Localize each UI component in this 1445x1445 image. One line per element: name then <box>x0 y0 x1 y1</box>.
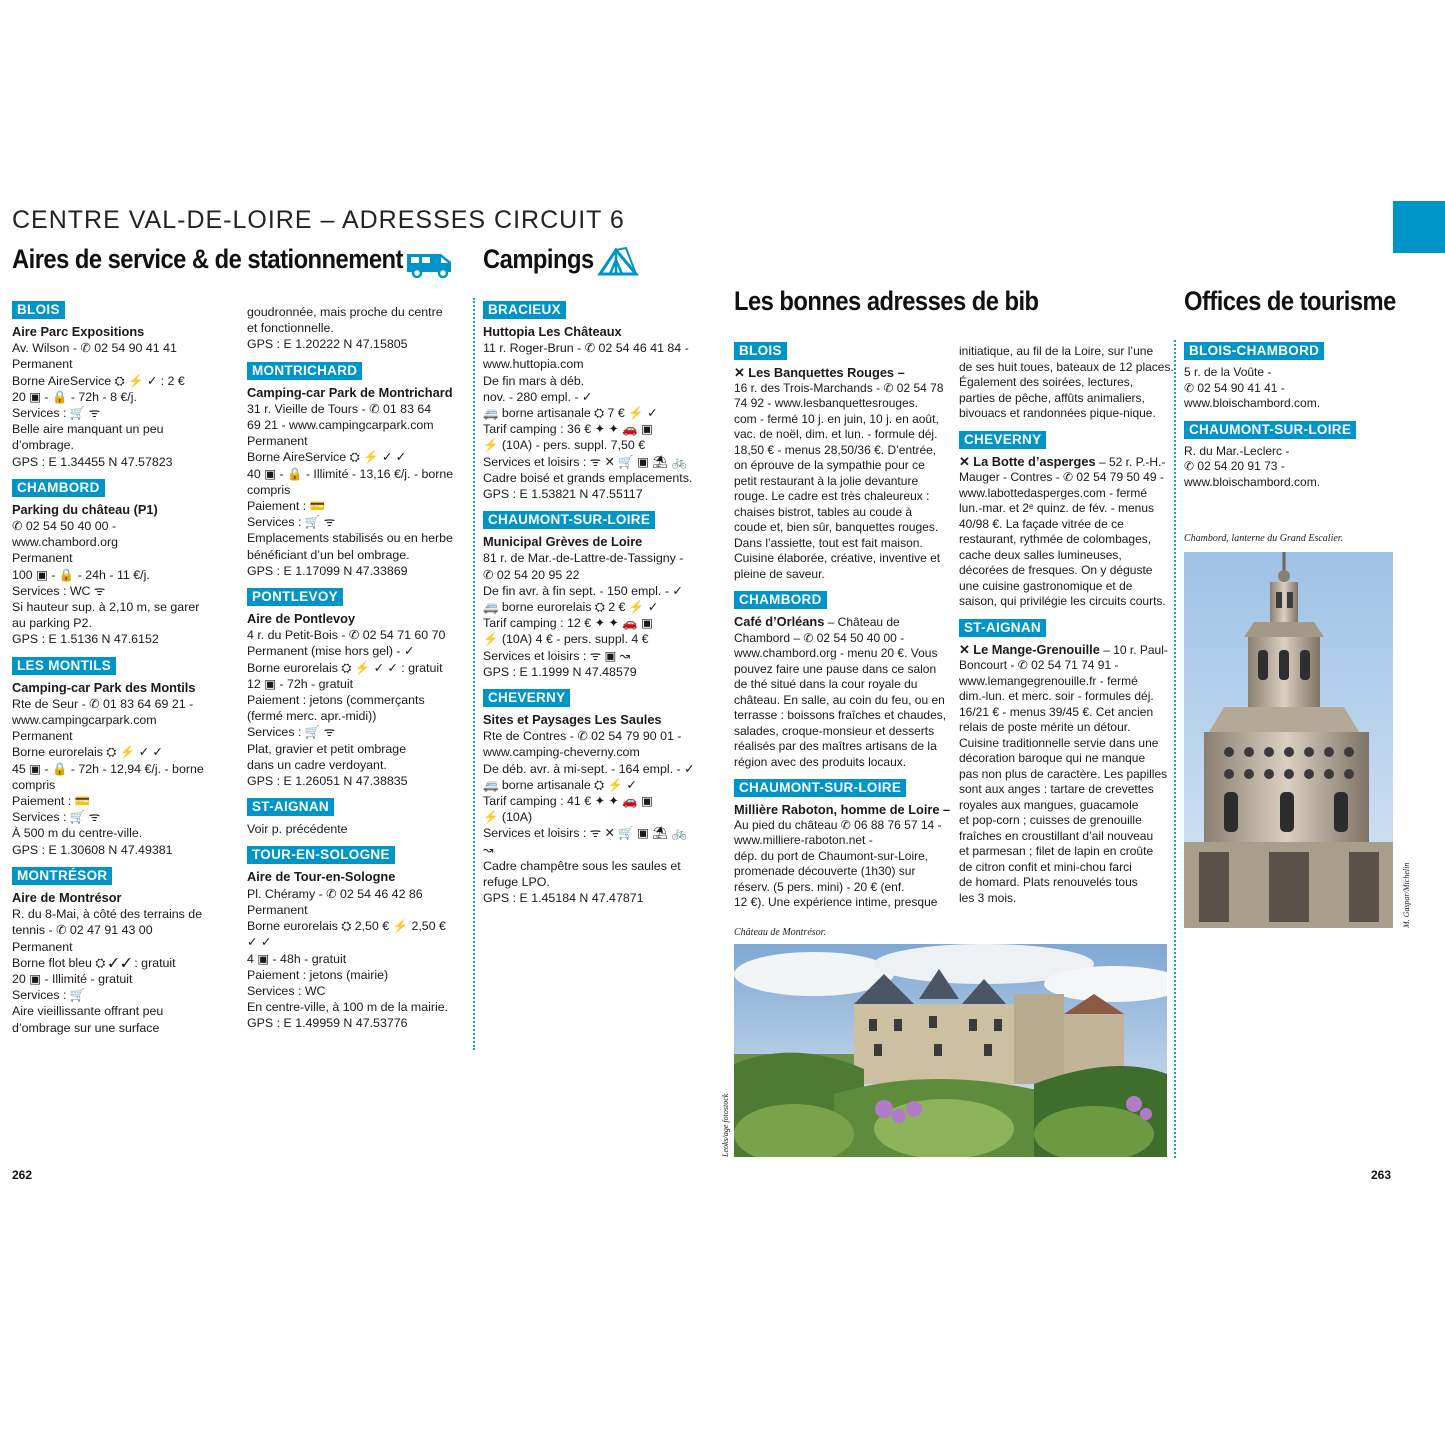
listing-line: Mauger - Contres - ✆ 02 54 79 50 49 - <box>959 470 1164 484</box>
listing-line: parties de pêche, affûts animaliers, <box>959 390 1145 405</box>
listing-line: www.campingcarpark.com <box>12 713 157 728</box>
listing-line: 5 r. de la Voûte - <box>1184 365 1272 379</box>
listing-line: GPS : E 1.17099 N 47.33869 <box>247 563 408 578</box>
listing-line: Permanent <box>12 729 73 744</box>
listing-name: Camping-car Park de Montrichard <box>247 384 453 400</box>
listing-line: d’ombrage. <box>12 438 74 453</box>
listing-line: De fin avr. à fin sept. - 150 empl. - ✓ <box>483 583 683 598</box>
listing-line: 18,50 € - menus 28,50/36 €. D’entrée, <box>734 442 937 457</box>
listing-line: 🚐 borne artisanale ⛭ 7 € ⚡ ✓ <box>483 406 658 421</box>
listing-line: 20 ▣ - Illimité - gratuit <box>12 971 133 986</box>
listing-line: Plat, gravier et petit ombrage <box>247 741 407 756</box>
listing-line: Permanent <box>247 434 308 449</box>
listing-line: www.bloischambord.com. <box>1184 474 1321 489</box>
listing-name: Municipal Grèves de Loire <box>483 534 643 550</box>
listing-entry <box>483 534 703 680</box>
listing-name: Aire de Pontlevoy <box>247 611 356 627</box>
running-head: CENTRE VAL-DE-LOIRE – ADRESSES CIRCUIT 6 <box>12 206 625 234</box>
listing-line: GPS : E 1.45184 N 47.47871 <box>483 891 644 906</box>
listing-line: goudronnée, mais proche du centre <box>247 305 443 319</box>
listing-line: 12 €). Une expérience intime, presque <box>734 895 938 909</box>
listing-line: Dans l’assiette, tout est fait maison. <box>734 535 923 550</box>
listing-entry <box>734 802 951 911</box>
listing-line: 69 21 - www.campingcarpark.com <box>247 418 434 433</box>
listing-line: initiatique, au fil de la Loire, sur l’une <box>959 344 1154 358</box>
listing-line: R. du 8-Mai, à côté des terrains de <box>12 907 203 922</box>
listing-line: nov. - 280 empl. - ✓ <box>483 389 593 404</box>
offices-column <box>1184 340 1384 497</box>
bib-column-2 <box>959 344 1174 913</box>
listing-line: ⚡ (10A) 4 € - pers. suppl. 4 € <box>483 632 649 647</box>
column-rule <box>1174 340 1176 1158</box>
listing-line: fraîches en croustillant d’ail nouveau <box>959 828 1154 843</box>
listing-name: Millière Raboton, homme de Loire – <box>734 802 951 817</box>
listing-line: région avec des produits locaux. <box>734 754 907 769</box>
city-badge: PONTLEVOY <box>247 588 343 606</box>
city-badge: ST-AIGNAN <box>247 798 334 816</box>
listing-line: Paiement : 💳 <box>12 794 91 809</box>
aires-title: Aires de service & de stationnement <box>12 244 403 274</box>
listing-name: ✕ Les Banquettes Rouges – <box>734 365 905 380</box>
photo-caption: Château de Montrésor. <box>734 927 826 938</box>
listing-line: chaises bistrot, tables au coude à <box>734 504 913 519</box>
listing-entry <box>959 642 1171 907</box>
listing-line: saison, qui privilégie les circuits courts. <box>959 594 1166 608</box>
listing-line: terrasse : boissons fraîches et chaudes, <box>734 708 947 722</box>
listing-line: Borne eurorelais ⛭ 2,50 € ⚡ 2,50 € <box>247 919 446 934</box>
listing-line: décoration baroque qui ne manque <box>959 751 1146 765</box>
listing-entry <box>247 869 469 1031</box>
listing-line: Cadre champêtre sous les saules et <box>483 858 681 873</box>
listing-line: Permanent <box>12 551 73 566</box>
city-badge: CHAUMONT-SUR-LOIRE <box>734 779 906 797</box>
listing-line: www.bloischambord.com. <box>1184 396 1321 410</box>
listing-line: Cuisine traditionnelle servie dans une <box>959 735 1159 750</box>
city-badge: CHAMBORD <box>734 591 827 609</box>
listing-line: GPS : E 1.30608 N 47.49381 <box>12 842 173 857</box>
listing-line: ↝ <box>483 842 494 857</box>
listing-name: ✕ Le Mange-Grenouille <box>959 641 1100 657</box>
city-badge: BRACIEUX <box>483 301 566 319</box>
listing-line: Services : WC ᯤ <box>12 583 106 598</box>
listing-name: Café d’Orléans <box>734 614 825 629</box>
photo-caption: Chambord, lanterne du Grand Escalier. <box>1184 533 1344 544</box>
city-badge: BLOIS <box>734 342 787 360</box>
listing-line: sont aux anges : tartare de crevettes <box>959 782 1154 796</box>
listing-line: En centre-ville, à 100 m de la mairie. <box>247 1000 449 1015</box>
listing-line: ✆ 02 54 50 40 00 - <box>12 519 117 534</box>
listing-line: relais de poste mérite un détour. <box>959 720 1131 734</box>
tent-icon <box>596 246 640 278</box>
listing-name: Aire de Tour-en-Sologne <box>247 869 396 885</box>
aires-column-2 <box>247 304 469 1039</box>
offices-title: Offices de tourisme <box>1184 286 1396 316</box>
listing-line: Tarif camping : 12 € ✦ ✦ 🚗 ▣ <box>483 616 653 631</box>
listing-line: 16/21 € - menus 39/45 €. Cet ancien <box>959 704 1154 719</box>
listing-line: 81 r. de Mar.-de-Lattre-de-Tassigny - <box>483 551 684 566</box>
listing-line: rouge. Le cadre est très chaleureux : <box>734 489 930 503</box>
listing-line: ✓ ✓ <box>247 935 272 950</box>
listing-line: Services : 🛒 ᯤ <box>247 725 336 740</box>
camper-van-icon <box>405 248 455 278</box>
listing-line: GPS : E 1.1999 N 47.48579 <box>483 664 637 679</box>
listing-line: Pl. Chéramy - ✆ 02 54 46 42 86 <box>247 886 423 901</box>
listing-entry <box>12 502 234 648</box>
listing-line: Cadre boisé et grands emplacements. <box>483 470 693 485</box>
listing-line: www.huttopia.com <box>483 357 584 372</box>
listing-line: Paiement : jetons (commerçants <box>247 693 425 708</box>
listing-line: et pop-corn ; cuisses de grenouille <box>959 813 1142 827</box>
listing-line: – 52 r. P.-H.- <box>1098 454 1166 469</box>
listing-line: 16 r. des Trois-Marchands - ✆ 02 54 78 <box>734 380 944 395</box>
listing-line: 45 ▣ - 🔒 - 72h - 12,94 €/j. - borne <box>12 761 204 776</box>
column-rule <box>473 298 475 1050</box>
listing-line: Borne eurorelais ⛭ ⚡ ✓ ✓ <box>12 745 163 760</box>
listing-line: www.milliere-raboton.net - <box>734 833 873 847</box>
listing-line: Cuisine élaborée, créative, inventive et <box>734 551 941 565</box>
listing-line: GPS : E 1.34455 N 47.57823 <box>12 454 173 469</box>
listing-line: dim.-lun. et merc. soir - formules déj. <box>959 689 1154 703</box>
listing-line: De fin mars à déb. <box>483 373 585 388</box>
listing-line: coude et, bien sûr, banquettes rouges. <box>734 520 939 534</box>
city-badge: ST-AIGNAN <box>959 619 1046 637</box>
listing-entry <box>734 365 946 582</box>
listing-line: château. En salle, au coin du feu, ou en <box>734 692 945 707</box>
chambord-lantern-photo <box>1184 552 1393 928</box>
listing-line: ⚡ (10A) <box>483 810 533 825</box>
listing-line: 11 r. Roger-Brun - ✆ 02 54 46 41 84 - <box>483 341 689 356</box>
listing-line: on éprouve de la sympathie pour ce <box>734 458 925 472</box>
listing-line: de citron confit et mini-chou farci <box>959 859 1132 874</box>
listing-line: pas non plus de caractère. Les papilles <box>959 766 1168 781</box>
listing-entry <box>1184 365 1384 412</box>
listing-line: GPS : E 1.53821 N 47.55117 <box>483 487 643 502</box>
listing-line: dans un cadre verdoyant. <box>247 757 387 772</box>
listing-line: – 10 r. Paul- <box>1103 642 1168 657</box>
listing-line: Services : WC <box>247 983 326 998</box>
listing-line: R. du Mar.-Leclerc - <box>1184 443 1290 458</box>
city-badge: BLOIS-CHAMBORD <box>1184 342 1324 360</box>
listing-line: Av. Wilson - ✆ 02 54 90 41 41 <box>12 341 177 356</box>
listing-line: Permanent <box>12 939 73 954</box>
listing-entry <box>483 324 703 502</box>
listing-line: GPS : E 1.49959 N 47.53776 <box>247 1016 408 1031</box>
listing-line: À 500 m du centre-ville. <box>12 826 143 841</box>
listing-line: Si hauteur sup. à 2,10 m, se garer <box>12 600 200 615</box>
listing-line: de thé situé dans la cour royale du <box>734 677 918 691</box>
listing-line: 74 92 - www.lesbanquettesrouges. <box>734 396 919 410</box>
listing-line: Aire vieillissante offrant peu <box>12 1004 164 1019</box>
listing-line: refuge LPO. <box>483 875 550 890</box>
listing-line: dép. du port de Chaumont-sur-Loire, <box>734 848 929 863</box>
listing-line: Emplacements stabilisés ou en herbe <box>247 531 453 546</box>
listing-line: Borne AireService ⛭ ⚡ ✓ ✓ <box>247 450 407 465</box>
listing-line: salades, croque-monsieur et desserts <box>734 723 935 738</box>
listing-line: réalisés par des maîtres artisans de la <box>734 739 937 753</box>
listing-line: 🚐 borne eurorelais ⛭ 2 € ⚡ ✓ <box>483 600 659 615</box>
bib-column-1 <box>734 340 951 918</box>
listing-line: au parking P2. <box>12 616 92 631</box>
listing-line: Rte de Seur - ✆ 01 83 64 69 21 - <box>12 696 194 711</box>
listing-line: Rte de Contres - ✆ 02 54 79 90 01 - <box>483 729 682 744</box>
listing-line: De déb. avr. à mi-sept. - 164 empl. - ✓ <box>483 761 695 776</box>
listing-line: restaurant, rythmée de colombages, <box>959 532 1152 546</box>
chapter-tab-marker <box>1393 201 1445 253</box>
listing-line: et parmesan ; filet de lapin en croûte <box>959 844 1154 858</box>
listing-line: GPS : E 1.26051 N 47.38835 <box>247 774 408 789</box>
listing-line: Tarif camping : 41 € ✦ ✦ 🚗 ▣ <box>483 794 653 809</box>
listing-line: ✆ 02 54 20 91 73 - <box>1184 459 1285 473</box>
listing-name: ✕ La Botte d’asperges <box>959 453 1096 469</box>
listing-line: cache deux salles lumineuses, <box>959 547 1122 562</box>
listing-entry <box>247 304 469 353</box>
listing-line: Permanent <box>247 902 308 917</box>
listing-line: d’ombrage sur une surface <box>12 1020 160 1035</box>
listing-line: une cuisine gastronomique et de <box>959 578 1133 593</box>
listing-line: – Château de <box>827 615 900 629</box>
listing-line: Belle aire manquant un peu <box>12 422 164 437</box>
listing-line: Services et loisirs : ᯤ ✕ 🛒 ▣ ⛱ 🚲 <box>483 826 687 841</box>
listing-line: Borne flot bleu ⛭ ✓ ✓ : gratuit <box>12 955 176 970</box>
listing-line: 20 ▣ - 🔒 - 72h - 8 €/j. <box>12 389 137 404</box>
listing-line: Paiement : 💳 <box>247 499 326 514</box>
listing-name: Huttopia Les Châteaux <box>483 324 622 339</box>
listing-name: Aire Parc Expositions <box>12 324 145 339</box>
listing-entry <box>1184 444 1384 491</box>
listing-entry <box>734 614 946 770</box>
listing-line: bénéficiant d’un bel ombrage. <box>247 547 410 562</box>
campings-column <box>483 299 703 914</box>
listing-entry <box>247 821 469 837</box>
listing-line: 40 ▣ - 🔒 - Illimité - 13,16 €/j. - borne <box>247 466 454 481</box>
listing-line: Borne AireService ⛭ ⚡ ✓ : 2 € <box>12 373 185 388</box>
listing-line: les 3 mois. <box>959 890 1017 905</box>
listing-name: Aire de Montrésor <box>12 889 122 905</box>
city-badge: TOUR-EN-SOLOGNE <box>247 846 395 864</box>
listing-line: Également des soirées, lectures, <box>959 375 1134 389</box>
listing-line: vac. de noël, dim. et lun. - formule déj. <box>734 427 938 441</box>
listing-line: tennis - ✆ 02 47 91 43 00 <box>12 923 153 938</box>
city-badge: CHAMBORD <box>12 479 105 497</box>
listing-line: www.chambord.org - menu 20 €. Vous <box>734 646 938 660</box>
listing-line: www.chambord.org <box>12 535 119 550</box>
city-badge: LES MONTILS <box>12 657 116 675</box>
city-badge: CHEVERNY <box>483 689 570 707</box>
city-badge: BLOIS <box>12 301 65 319</box>
listing-entry <box>12 890 234 1036</box>
listing-line: ⚡ (10A) - pers. suppl. 7,50 € <box>483 438 646 453</box>
listing-line: Permanent <box>12 357 73 372</box>
aires-column-1 <box>12 299 234 1043</box>
listing-line: Tarif camping : 36 € ✦ ✦ 🚗 ▣ <box>483 422 653 437</box>
listing-line: 4 ▣ - 48h - gratuit <box>247 951 347 966</box>
listing-line: Voir p. précédente <box>247 822 348 837</box>
listing-line: www.lemangegrenouille.fr - fermé <box>959 673 1138 688</box>
listing-entry <box>247 611 469 789</box>
listing-line: petit restaurant à la jolie devanture <box>734 473 919 488</box>
listing-line: compris <box>12 777 56 792</box>
city-badge: CHAUMONT-SUR-LOIRE <box>1184 421 1356 439</box>
page-number-right: 263 <box>1371 1168 1392 1182</box>
listing-line: bivouacs et randonnées pique-nique. <box>959 406 1156 420</box>
listing-line: GPS : E 1.20222 N 47.15805 <box>247 337 408 352</box>
listing-entry <box>959 344 1174 422</box>
listing-line: Services : 🛒 ᯤ <box>12 810 101 825</box>
listing-line: www.labottedasperges.com - fermé <box>959 485 1148 500</box>
listing-line: (fermé merc. apr.-midi)) <box>247 709 377 724</box>
listing-line: promenade découverte (1h30) sur <box>734 864 916 878</box>
listing-line: Chambord – ✆ 02 54 50 40 00 - <box>734 630 905 645</box>
listing-line: 12 ▣ - 72h - gratuit <box>247 676 354 691</box>
listing-line: 31 r. Vieille de Tours - ✆ 01 83 64 <box>247 401 432 416</box>
city-badge: CHEVERNY <box>959 431 1046 449</box>
campings-title: Campings <box>483 244 594 274</box>
listing-line: Permanent (mise hors gel) - ✓ <box>247 644 415 659</box>
listing-line: Borne eurorelais ⛭ ⚡ ✓ ✓ : gratuit <box>247 660 443 675</box>
city-badge: MONTRÉSOR <box>12 867 112 885</box>
listing-line: décorées de fresques. On y déguste <box>959 563 1153 577</box>
city-badge: MONTRICHARD <box>247 362 362 380</box>
listing-line: Services : 🛒 ᯤ <box>12 406 101 421</box>
listing-entry <box>247 385 469 579</box>
listing-line: GPS : E 1.5136 N 47.6152 <box>12 632 159 647</box>
listing-line: ✆ 02 54 20 95 22 <box>483 567 580 582</box>
listing-name: Sites et Paysages Les Saules <box>483 712 662 728</box>
listing-entry <box>483 712 703 906</box>
listing-entry <box>12 680 234 858</box>
listing-line: www.camping-cheverny.com <box>483 745 640 760</box>
listing-name: Parking du château (P1) <box>12 501 158 517</box>
listing-line: Au pied du château ✆ 06 88 76 57 14 - <box>734 817 942 832</box>
photo-credit: M. Gaspar/Michelin <box>1402 862 1411 928</box>
listing-line: Services et loisirs : ᯤ ▣ ↝ <box>483 648 631 663</box>
listing-line: compris <box>247 482 291 497</box>
city-badge: CHAUMONT-SUR-LOIRE <box>483 511 655 529</box>
listing-line: pouvez faire une pause dans ce salon <box>734 661 937 676</box>
listing-line: de homard. Plats renouvelés tous <box>959 875 1138 889</box>
listing-line: et fonctionnelle. <box>247 321 334 336</box>
listing-line: 🚐 borne artisanale ⛭ ⚡ ✓ <box>483 777 637 792</box>
listing-line: 100 ▣ - 🔒 - 24h - 11 €/j. <box>12 567 150 582</box>
listing-name: Camping-car Park des Montils <box>12 679 196 695</box>
listing-line: réserv. (5 pers. mini) - 20 € (enf. <box>734 879 905 894</box>
listing-line: de ses huit toues, bateaux de 12 places. <box>959 359 1174 374</box>
listing-line: 40/98 €. La façade vitrée de ce <box>959 516 1124 531</box>
listing-line: 4 r. du Petit-Bois - ✆ 02 54 71 60 70 <box>247 628 446 643</box>
bib-title: Les bonnes adresses de bib <box>734 286 1039 316</box>
listing-line: Services et loisirs : ᯤ ✕ 🛒 ▣ ⛱ 🚲 <box>483 454 687 469</box>
listing-line: royales aux mangues, guacamole <box>959 797 1139 812</box>
listing-line: pleine de saveur. <box>734 566 825 581</box>
listing-line: Boncourt - ✆ 02 54 71 74 91 - <box>959 658 1119 672</box>
listing-line: Services : 🛒 <box>12 988 86 1003</box>
listing-line: Services : 🛒 ᯤ <box>247 515 336 530</box>
montresor-castle-photo <box>734 944 1167 1157</box>
listing-line: lun.-mar. et 2ᵉ quinz. de fév. - menus <box>959 501 1154 515</box>
page-number-left: 262 <box>12 1168 33 1182</box>
listing-line: ✆ 02 54 90 41 41 - <box>1184 380 1285 395</box>
listing-line: com - fermé 10 j. en juin, 10 j. en août, <box>734 411 939 426</box>
listing-line: Paiement : jetons (mairie) <box>247 967 389 982</box>
photo-credit: Leoks/age fotostock <box>721 1093 730 1157</box>
listing-entry <box>959 454 1171 610</box>
listing-entry <box>12 324 234 470</box>
